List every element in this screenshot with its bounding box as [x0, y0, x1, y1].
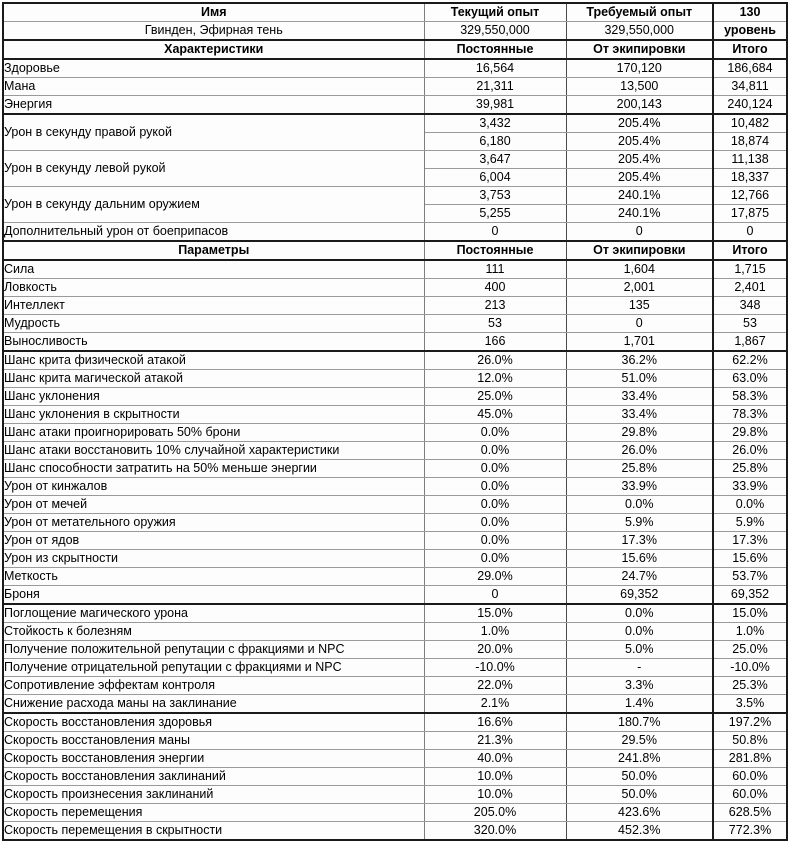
table-row	[3, 677, 787, 695]
param-label: Снижение расхода маны на заклинание	[3, 695, 424, 714]
table-row	[3, 659, 787, 677]
params-section-title: Параметры	[3, 241, 424, 260]
param-permanent: 0.0%	[424, 496, 566, 514]
param-total: 53.7%	[713, 568, 787, 586]
dps-total: 11,138	[713, 151, 787, 169]
col-equipment-header-2: От экипировки	[566, 241, 713, 260]
table-row	[3, 478, 787, 496]
table-row	[3, 550, 787, 568]
param-permanent: 0.0%	[424, 478, 566, 496]
name-value-row	[3, 22, 787, 41]
stat-equipment: 200,143	[566, 96, 713, 115]
stats-section-title: Характеристики	[3, 40, 424, 59]
param-label: Скорость восстановления заклинаний	[3, 768, 424, 786]
param-equipment: 29.5%	[566, 732, 713, 750]
param-equipment: 17.3%	[566, 532, 713, 550]
table-row	[3, 333, 787, 352]
table-row	[3, 187, 787, 205]
table-row	[3, 641, 787, 659]
param-permanent: 40.0%	[424, 750, 566, 768]
param-permanent: 10.0%	[424, 786, 566, 804]
param-total: 0.0%	[713, 496, 787, 514]
col-permanent-header-2: Постоянные	[424, 241, 566, 260]
table-row	[3, 442, 787, 460]
param-total: 1,715	[713, 260, 787, 279]
stat-label: Энергия	[3, 96, 424, 115]
param-equipment: 180.7%	[566, 713, 713, 732]
param-label: Шанс крита магической атакой	[3, 370, 424, 388]
param-permanent: 25.0%	[424, 388, 566, 406]
table-row	[3, 695, 787, 714]
param-equipment: 241.8%	[566, 750, 713, 768]
table-row	[3, 388, 787, 406]
table-row	[3, 260, 787, 279]
param-permanent: 0.0%	[424, 550, 566, 568]
param-total: 50.8%	[713, 732, 787, 750]
stat-total: 240,124	[713, 96, 787, 115]
param-total: 63.0%	[713, 370, 787, 388]
param-label: Шанс крита физической атакой	[3, 351, 424, 370]
table-row	[3, 406, 787, 424]
level-number-cell: 130	[713, 3, 787, 22]
table-row	[3, 78, 787, 96]
stat-equipment: 170,120	[566, 59, 713, 78]
param-total: 348	[713, 297, 787, 315]
dps-total: 12,766	[713, 187, 787, 205]
param-total: 25.3%	[713, 677, 787, 695]
param-total: 33.9%	[713, 478, 787, 496]
param-label: Скорость перемещения	[3, 804, 424, 822]
table-row	[3, 496, 787, 514]
param-label: Получение положительной репутации с фракциями и NPC	[3, 641, 424, 659]
table-row	[3, 59, 787, 78]
param-equipment: -	[566, 659, 713, 677]
param-total: 628.5%	[713, 804, 787, 822]
table-row	[3, 568, 787, 586]
table-body	[3, 3, 787, 840]
table-row	[3, 279, 787, 297]
param-permanent: 213	[424, 297, 566, 315]
param-total: 62.2%	[713, 351, 787, 370]
table-row	[3, 315, 787, 333]
param-label: Скорость восстановления здоровья	[3, 713, 424, 732]
dps-permanent: 5,255	[424, 205, 566, 223]
param-equipment: 1,604	[566, 260, 713, 279]
dps-permanent: 3,753	[424, 187, 566, 205]
param-equipment: 51.0%	[566, 370, 713, 388]
param-total: 17.3%	[713, 532, 787, 550]
param-permanent: 0	[424, 586, 566, 605]
required-exp-header-cell: Требуемый опыт	[566, 3, 713, 22]
dps-label: Урон в секунду дальним оружием	[3, 187, 424, 223]
param-total: 53	[713, 315, 787, 333]
param-permanent: 29.0%	[424, 568, 566, 586]
col-permanent-header-1: Постоянные	[424, 40, 566, 59]
param-equipment: 33.4%	[566, 406, 713, 424]
param-permanent: 26.0%	[424, 351, 566, 370]
stat-permanent: 39,981	[424, 96, 566, 115]
param-permanent: 205.0%	[424, 804, 566, 822]
param-total: 197.2%	[713, 713, 787, 732]
dps-label: Урон в секунду правой рукой	[3, 114, 424, 151]
param-permanent: 166	[424, 333, 566, 352]
table-row	[3, 768, 787, 786]
param-total: 1.0%	[713, 623, 787, 641]
stat-equipment: 13,500	[566, 78, 713, 96]
param-equipment: 50.0%	[566, 786, 713, 804]
param-label: Ловкость	[3, 279, 424, 297]
dps-total: 10,482	[713, 114, 787, 133]
current-exp-header-cell: Текущий опыт	[424, 3, 566, 22]
param-total: 78.3%	[713, 406, 787, 424]
param-label: Урон из скрытности	[3, 550, 424, 568]
table-row	[3, 514, 787, 532]
table-row	[3, 460, 787, 478]
col-total-header-1: Итого	[713, 40, 787, 59]
param-equipment: 0.0%	[566, 496, 713, 514]
param-permanent: -10.0%	[424, 659, 566, 677]
table-row	[3, 370, 787, 388]
name-header-cell: Имя	[3, 3, 424, 22]
param-equipment: 15.6%	[566, 550, 713, 568]
table-row	[3, 786, 787, 804]
param-equipment: 33.9%	[566, 478, 713, 496]
table-row	[3, 804, 787, 822]
table-row	[3, 351, 787, 370]
param-total: 29.8%	[713, 424, 787, 442]
param-label: Шанс уклонения	[3, 388, 424, 406]
param-label: Урон от метательного оружия	[3, 514, 424, 532]
param-label: Шанс атаки проигнорировать 50% брони	[3, 424, 424, 442]
stat-label: Мана	[3, 78, 424, 96]
param-label: Скорость восстановления маны	[3, 732, 424, 750]
param-equipment: 0	[566, 315, 713, 333]
dps-total: 17,875	[713, 205, 787, 223]
param-label: Шанс атаки восстановить 10% случайной характеристики	[3, 442, 424, 460]
character-stats-table	[2, 2, 788, 841]
param-total: 1,867	[713, 333, 787, 352]
dps-equipment: 205.4%	[566, 133, 713, 151]
table-row	[3, 750, 787, 768]
param-label: Скорость перемещения в скрытности	[3, 822, 424, 841]
param-total: 772.3%	[713, 822, 787, 841]
param-permanent: 22.0%	[424, 677, 566, 695]
param-equipment: 26.0%	[566, 442, 713, 460]
table-row	[3, 732, 787, 750]
param-total: 60.0%	[713, 786, 787, 804]
stat-permanent: 16,564	[424, 59, 566, 78]
param-permanent: 0.0%	[424, 532, 566, 550]
param-permanent: 1.0%	[424, 623, 566, 641]
param-total: 2,401	[713, 279, 787, 297]
stat-permanent: 21,311	[424, 78, 566, 96]
param-label: Сопротивление эффектам контроля	[3, 677, 424, 695]
dps-permanent: 6,180	[424, 133, 566, 151]
dps-equipment: 205.4%	[566, 151, 713, 169]
param-equipment: 25.8%	[566, 460, 713, 478]
param-label: Меткость	[3, 568, 424, 586]
param-label: Скорость восстановления энергии	[3, 750, 424, 768]
dps-equipment: 205.4%	[566, 169, 713, 187]
dps-equipment: 205.4%	[566, 114, 713, 133]
param-total: 58.3%	[713, 388, 787, 406]
param-label: Стойкость к болезням	[3, 623, 424, 641]
table-row	[3, 822, 787, 841]
stat-total: 186,684	[713, 59, 787, 78]
param-label: Шанс уклонения в скрытности	[3, 406, 424, 424]
param-label: Получение отрицательной репутации с фракциями и NPC	[3, 659, 424, 677]
ammo-equipment: 0	[566, 223, 713, 242]
param-permanent: 320.0%	[424, 822, 566, 841]
dps-equipment: 240.1%	[566, 205, 713, 223]
param-permanent: 111	[424, 260, 566, 279]
param-permanent: 45.0%	[424, 406, 566, 424]
param-equipment: 2,001	[566, 279, 713, 297]
param-equipment: 1,701	[566, 333, 713, 352]
dps-permanent: 6,004	[424, 169, 566, 187]
param-permanent: 16.6%	[424, 713, 566, 732]
param-equipment: 5.0%	[566, 641, 713, 659]
param-total: 5.9%	[713, 514, 787, 532]
param-equipment: 3.3%	[566, 677, 713, 695]
param-equipment: 0.0%	[566, 623, 713, 641]
param-equipment: 1.4%	[566, 695, 713, 714]
param-total: 3.5%	[713, 695, 787, 714]
param-total: 26.0%	[713, 442, 787, 460]
ammo-label: Дополнительный урон от боеприпасов	[3, 223, 424, 242]
param-permanent: 0.0%	[424, 460, 566, 478]
col-equipment-header-1: От экипировки	[566, 40, 713, 59]
param-label: Урон от кинжалов	[3, 478, 424, 496]
dps-equipment: 240.1%	[566, 187, 713, 205]
param-equipment: 24.7%	[566, 568, 713, 586]
dps-permanent: 3,432	[424, 114, 566, 133]
param-equipment: 423.6%	[566, 804, 713, 822]
param-label: Сила	[3, 260, 424, 279]
level-word-cell: уровень	[713, 22, 787, 41]
param-equipment: 452.3%	[566, 822, 713, 841]
param-permanent: 10.0%	[424, 768, 566, 786]
table-row	[3, 424, 787, 442]
table-row	[3, 532, 787, 550]
dps-total: 18,874	[713, 133, 787, 151]
dps-total: 18,337	[713, 169, 787, 187]
param-total: 15.6%	[713, 550, 787, 568]
param-label: Интеллект	[3, 297, 424, 315]
param-permanent: 400	[424, 279, 566, 297]
param-label: Броня	[3, 586, 424, 605]
required-exp-value-cell: 329,550,000	[566, 22, 713, 41]
param-total: 15.0%	[713, 604, 787, 623]
table-row	[3, 586, 787, 605]
table-row	[3, 297, 787, 315]
table-row	[3, 713, 787, 732]
param-equipment: 5.9%	[566, 514, 713, 532]
param-permanent: 15.0%	[424, 604, 566, 623]
param-total: 60.0%	[713, 768, 787, 786]
param-label: Поглощение магического урона	[3, 604, 424, 623]
table-row	[3, 151, 787, 169]
table-row	[3, 623, 787, 641]
name-header-row	[3, 3, 787, 22]
param-permanent: 20.0%	[424, 641, 566, 659]
dps-label: Урон в секунду левой рукой	[3, 151, 424, 187]
param-permanent: 53	[424, 315, 566, 333]
param-label: Урон от мечей	[3, 496, 424, 514]
param-equipment: 50.0%	[566, 768, 713, 786]
stat-total: 34,811	[713, 78, 787, 96]
param-permanent: 2.1%	[424, 695, 566, 714]
param-equipment: 36.2%	[566, 351, 713, 370]
param-equipment: 69,352	[566, 586, 713, 605]
param-label: Скорость произнесения заклинаний	[3, 786, 424, 804]
param-permanent: 0.0%	[424, 442, 566, 460]
param-label: Урон от ядов	[3, 532, 424, 550]
ammo-total: 0	[713, 223, 787, 242]
param-label: Мудрость	[3, 315, 424, 333]
stat-label: Здоровье	[3, 59, 424, 78]
param-total: 281.8%	[713, 750, 787, 768]
param-label: Шанс способности затратить на 50% меньше энергии	[3, 460, 424, 478]
table-row	[3, 604, 787, 623]
param-permanent: 12.0%	[424, 370, 566, 388]
param-permanent: 21.3%	[424, 732, 566, 750]
param-equipment: 29.8%	[566, 424, 713, 442]
param-equipment: 33.4%	[566, 388, 713, 406]
character-name-cell: Гвинден, Эфирная тень	[3, 22, 424, 41]
dps-permanent: 3,647	[424, 151, 566, 169]
param-label: Выносливость	[3, 333, 424, 352]
table-row	[3, 96, 787, 115]
current-exp-value-cell: 329,550,000	[424, 22, 566, 41]
table-row	[3, 114, 787, 133]
params-section-header-row	[3, 241, 787, 260]
param-equipment: 0.0%	[566, 604, 713, 623]
param-total: -10.0%	[713, 659, 787, 677]
param-total: 69,352	[713, 586, 787, 605]
param-permanent: 0.0%	[424, 514, 566, 532]
param-total: 25.8%	[713, 460, 787, 478]
param-equipment: 135	[566, 297, 713, 315]
stats-section-header-row	[3, 40, 787, 59]
param-permanent: 0.0%	[424, 424, 566, 442]
param-total: 25.0%	[713, 641, 787, 659]
table-row	[3, 223, 787, 242]
ammo-permanent: 0	[424, 223, 566, 242]
col-total-header-2: Итого	[713, 241, 787, 260]
